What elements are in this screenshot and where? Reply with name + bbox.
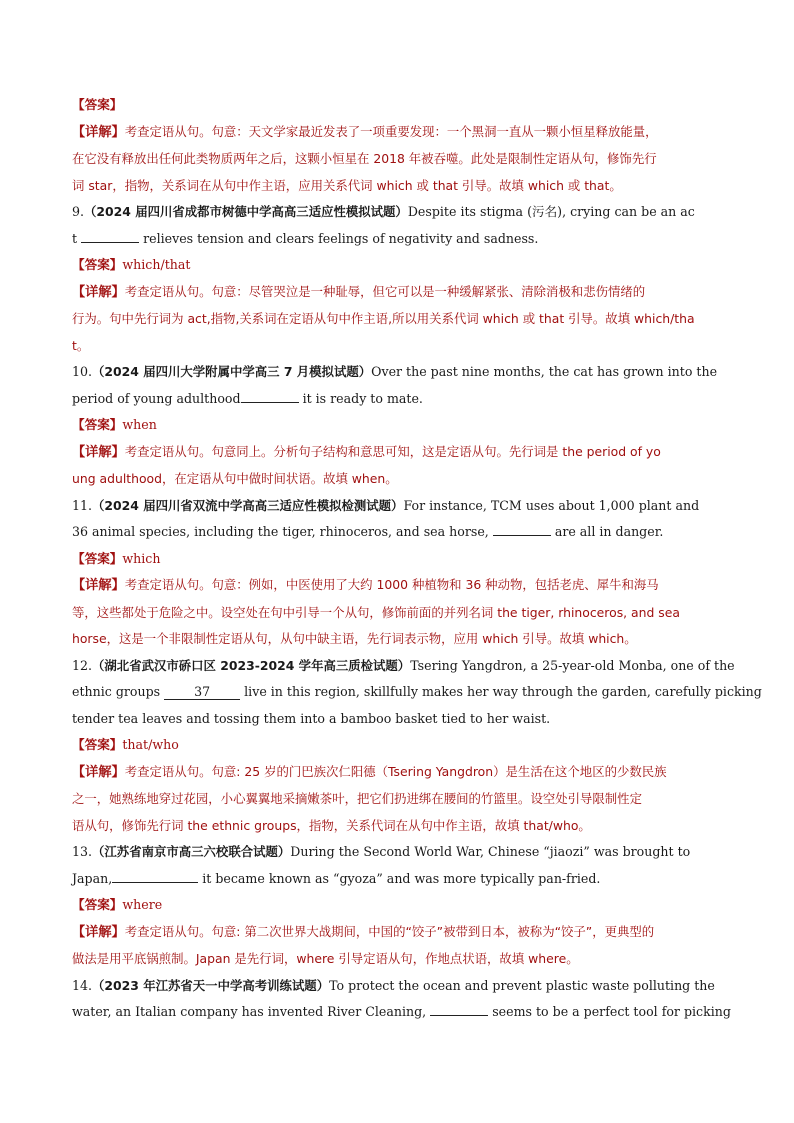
- detail-line: 行为。句中先行词为 act,指物,关系词在定语从句中作主语,所以用关系代词 which 或 that 引导。故填 which/tha: [72, 311, 695, 326]
- detail-line: 考查定语从句。句意：天文学家最近发表了一项重要发现：一个黑洞一直从一颗小恒星释放能量，: [124, 123, 658, 139]
- detail-block: [72, 572, 722, 653]
- question-text: relieves tension and clears feelings of negativity and sadness.: [143, 230, 539, 246]
- question-text: it became known as “gyoza” and was more typically pan-fried.: [202, 870, 601, 886]
- answer-blank-37[interactable]: 37: [164, 685, 240, 700]
- question-text: seems to be a perfect tool for picking: [492, 1004, 731, 1019]
- answer-label: 【答案】: [72, 257, 123, 272]
- question-text: period of young adulthood: [72, 390, 241, 406]
- answer-label: 【答案】: [72, 97, 123, 112]
- detail-line: horse，这是一个非限制性定语从句，从句中缺主语，先行词表示物，应用 which 引导。故填 which。: [72, 631, 637, 646]
- question-number: 11.: [72, 497, 93, 513]
- detail-block: [72, 279, 722, 360]
- detail-line: 语从句，修饰先行词 the ethnic groups，指物，关系代词在从句中作主语，故填 that/who。: [72, 817, 591, 833]
- answer-blank[interactable]: [241, 388, 299, 403]
- detail-line: 等，这些都处于危险之中。设空处在句中引导一个从句，修饰前面的并列名词 the tiger, rhinoceros, and sea: [72, 604, 680, 620]
- question-text: water, an Italian company has invented River Cleaning,: [72, 1004, 427, 1019]
- question-text: Over the past nine months, the cat has grown into the: [371, 364, 718, 379]
- question-text: Tsering Yangdron, a 25-year-old Monba, one of the: [410, 657, 735, 673]
- detail-label: 【详解】: [72, 764, 125, 780]
- detail-line: t。: [72, 337, 90, 353]
- detail-block: [72, 119, 722, 200]
- question-number: 12.: [72, 657, 93, 673]
- question-text: tender tea leaves and tossing them into a bamboo basket tied to her waist.: [72, 710, 551, 726]
- question-13: [72, 839, 722, 892]
- question-text: Japan,: [72, 870, 113, 886]
- question-source: （湖北省武汉市硚口区 2023-2024 学年高三质检试题）: [92, 657, 411, 673]
- question-number: 14.: [72, 977, 93, 993]
- detail-line: 词 star，指物，关系词在从句中作主语，应用关系代词 which 或 that 引导。故填 which 或 that。: [72, 177, 622, 193]
- question-text: t: [72, 230, 78, 246]
- answer-blank[interactable]: [112, 868, 198, 883]
- answer-label: 【答案】: [72, 897, 123, 912]
- answer-line: [72, 92, 722, 119]
- question-source: （2024 届四川省成都市树德中学高高三适应性模拟试题）: [84, 204, 408, 219]
- question-text: 36 animal species, including the tiger, rhinoceros, and sea horse,: [72, 524, 489, 539]
- answer-label: 【答案】: [72, 417, 123, 432]
- answer-blank[interactable]: [81, 228, 139, 243]
- detail-line: 在它没有释放出任何此类物质两年之后，这颗小恒星在 2018 年被吞噬。此处是限制性定语从句，修饰先行: [72, 151, 657, 166]
- answer-value: when: [122, 417, 157, 432]
- question-text: During the Second World War, Chinese “jiaozi” was brought to: [290, 844, 691, 859]
- question-source: （江苏省南京市高三六校联合试题）: [92, 844, 291, 859]
- question-number: 9.: [72, 204, 85, 219]
- document-page: [72, 92, 762, 1026]
- question-text: For instance, TCM uses about 1,000 plant and: [403, 497, 700, 513]
- detail-line: 考查定语从句。句意: 第二次世界大战期间，中国的“饺子”被带到日本，被称为“饺子”，更典型的: [124, 923, 655, 939]
- detail-line: 考查定语从句。句意：尽管哭泣是一种耻辱，但它可以是一种缓解紧张、清除消极和悲伤情绪的: [124, 283, 646, 299]
- question-text: Despite its stigma (污名), crying can be an ac: [407, 204, 695, 219]
- question-number: 10.: [72, 364, 93, 379]
- question-11: [72, 493, 722, 546]
- detail-block: [72, 759, 722, 840]
- question-12: [72, 653, 762, 733]
- detail-line: 做法是用平底锅煎制。Japan 是先行词，where 引导定语从句，作地点状语，故填 where。: [72, 951, 579, 966]
- question-text: live in this region, skillfully makes her way through the garden, carefully picking: [244, 684, 762, 699]
- answer-value: which: [122, 550, 161, 566]
- question-text: are all in danger.: [554, 524, 664, 539]
- detail-line: 考查定语从句。句意：例如，中医使用了大约 1000 种植物和 36 种动物，包括老虎、犀牛和海马: [124, 577, 659, 592]
- answer-label: 【答案】: [72, 550, 123, 566]
- detail-block: [72, 919, 722, 973]
- detail-line: ung adulthood，在定语从句中做时间状语。故填 when。: [72, 471, 398, 486]
- question-source: （2024 届四川大学附属中学高三 7 月模拟试题）: [92, 364, 372, 379]
- question-text: To protect the ocean and prevent plastic waste polluting the: [329, 977, 715, 993]
- detail-label: 【详解】: [72, 924, 125, 940]
- question-source: （2023 年江苏省天一中学高考训练试题）: [92, 977, 330, 993]
- answer-blank[interactable]: [430, 1001, 488, 1016]
- question-text: ethnic groups: [72, 684, 161, 699]
- detail-line: 考查定语从句。句意同上。分析句子结构和意思可知，这是定语从句。先行词是 the period of yo: [124, 443, 661, 459]
- detail-block: [72, 439, 722, 493]
- answer-value: where: [122, 897, 163, 912]
- detail-label: 【详解】: [72, 284, 125, 300]
- question-10: [72, 359, 722, 412]
- answer-value: that/who: [122, 737, 179, 752]
- detail-line: 之一，她熟练地穿过花园，小心翼翼地采摘嫩茶叶，把它们扔进绑在腰间的竹篮里。设空处引导限制性定: [72, 791, 642, 806]
- question-source: （2024 届四川省双流中学高高三适应性模拟检测试题）: [92, 497, 404, 513]
- detail-label: 【详解】: [72, 124, 125, 140]
- answer-value: which/that: [122, 257, 191, 272]
- detail-line: 考查定语从句。句意: 25 岁的门巴族次仁阳德（Tsering Yangdron）是生活在这个地区的少数民族: [124, 763, 667, 779]
- question-14: [72, 973, 731, 1026]
- detail-label: 【详解】: [72, 578, 125, 593]
- question-text: it is ready to mate.: [302, 390, 423, 406]
- detail-label: 【详解】: [72, 444, 125, 460]
- question-number: 13.: [72, 844, 93, 859]
- answer-blank[interactable]: [493, 521, 551, 536]
- question-9: [72, 199, 722, 252]
- answer-label: 【答案】: [72, 737, 123, 752]
